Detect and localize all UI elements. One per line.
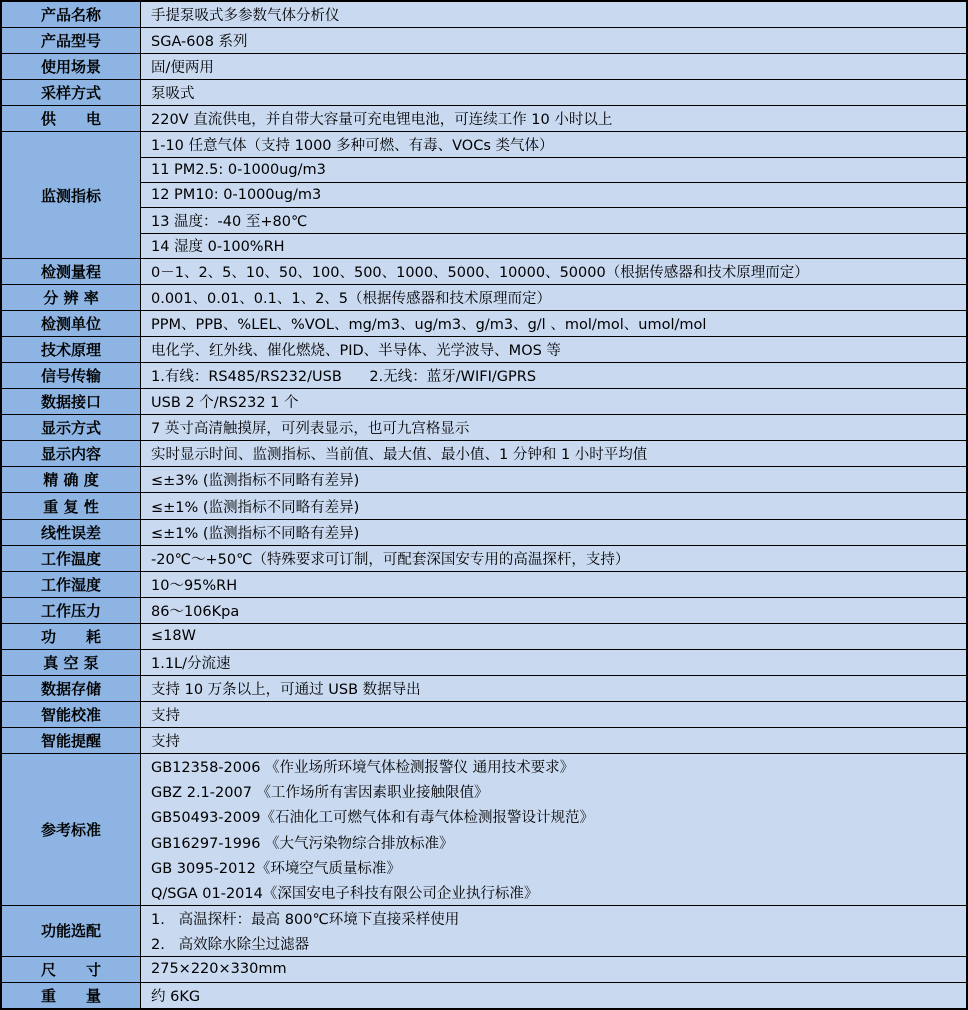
spec-row: [2, 284, 966, 310]
value-line: GB50493-2009《石油化工可燃气体和有毒气体检测报警设计规范》: [151, 810, 594, 827]
row-values: [141, 363, 966, 388]
spec-row: [2, 982, 966, 1008]
spec-row: [2, 649, 966, 675]
row-label: 重 量: [2, 983, 141, 1008]
value-line: GB16297-1996 《大气污染物综合排放标准》: [151, 835, 454, 852]
row-label: 智能校准: [2, 702, 141, 727]
value-line: 13 温度：-40 至+80℃: [141, 208, 966, 233]
row-values: [141, 906, 966, 956]
row-label: 产品名称: [2, 2, 141, 27]
row-label: 监测指标: [2, 132, 141, 257]
row-label: 检测单位: [2, 311, 141, 336]
spec-row: [2, 905, 966, 956]
value-line: 支持: [151, 734, 180, 751]
value-line: 实时显示时间、监测指标、当前值、最大值、最小值、1 分钟和 1 小时平均值: [151, 447, 648, 464]
spec-row: [2, 727, 966, 753]
value-line: 0.001、0.01、0.1、1、2、5（根据传感器和技术原理而定）: [151, 290, 552, 307]
spec-row: [2, 105, 966, 131]
row-values: [141, 546, 966, 571]
value-line: Q/SGA 01-2014《深国安电子科技有限公司企业执行标准》: [151, 885, 539, 902]
row-label: 信号传输: [2, 363, 141, 388]
value-line: 0－1、2、5、10、50、100、500、1000、5000、10000、50000（根据传感器和技术原理而定）: [151, 264, 809, 281]
row-label: 产品型号: [2, 28, 141, 53]
row-label: 供 电: [2, 106, 141, 131]
spec-row: [2, 440, 966, 466]
row-values: [141, 389, 966, 414]
value-line: 14 湿度 0-100%RH: [151, 239, 285, 256]
spec-row: [2, 336, 966, 362]
row-label: 数据接口: [2, 389, 141, 414]
row-label: 精 确 度: [2, 467, 141, 492]
row-values: [141, 28, 966, 53]
row-label: 分 辨 率: [2, 285, 141, 310]
spec-row: [2, 571, 966, 597]
row-label: 真 空 泵: [2, 650, 141, 675]
value-line: 1.1L/分流速: [151, 655, 231, 672]
value-line: 1.有线：RS485/RS232/USB 2.无线：蓝牙/WIFI/GPRS: [151, 369, 537, 386]
row-label: 显示方式: [2, 415, 141, 440]
value-line: ≤±1% (监测指标不同略有差异): [151, 525, 360, 542]
value-line: 7 英寸高清触摸屏，可列表显示，也可九宫格显示: [151, 421, 470, 438]
row-label: 检测量程: [2, 259, 141, 284]
row-values: [141, 337, 966, 362]
spec-row: [2, 956, 966, 982]
row-values: [141, 624, 966, 649]
row-values: [141, 259, 966, 284]
row-values: [141, 572, 966, 597]
row-label: 参考标准: [2, 754, 141, 904]
spec-row: [2, 545, 966, 571]
row-values: [141, 132, 966, 257]
spec-row: [2, 131, 966, 257]
value-line: USB 2 个/RS232 1 个: [151, 395, 299, 412]
row-values: [141, 520, 966, 545]
row-label: 工作湿度: [2, 572, 141, 597]
row-values: [141, 311, 966, 336]
row-label: 线性误差: [2, 520, 141, 545]
value-line: ≤±3% (监测指标不同略有差异): [151, 473, 360, 490]
row-values: [141, 415, 966, 440]
spec-row: [2, 388, 966, 414]
value-line: 10～95%RH: [151, 577, 238, 594]
value-line: -20℃～+50℃（特殊要求可订制，可配套深国安专用的高温探杆，支持）: [151, 551, 630, 568]
row-values: [141, 650, 966, 675]
value-line: 泵吸式: [151, 86, 195, 103]
value-line: 电化学、红外线、催化燃烧、PID、半导体、光学波导、MOS 等: [151, 343, 561, 360]
value-line: 11 PM2.5: 0-1000ug/m3: [141, 158, 966, 183]
row-label: 尺 寸: [2, 957, 141, 982]
value-line: GBZ 2.1-2007 《工作场所有害因素职业接触限值》: [151, 785, 489, 802]
value-line: 支持 10 万条以上，可通过 USB 数据导出: [151, 682, 421, 699]
row-values: [141, 983, 966, 1008]
row-label: 工作温度: [2, 546, 141, 571]
value-line: 固/便两用: [151, 60, 214, 77]
row-values: [141, 467, 966, 492]
value-line: 手提泵吸式多参数气体分析仪: [151, 8, 340, 25]
spec-row: [2, 466, 966, 492]
row-values: [141, 80, 966, 105]
row-label: 数据存储: [2, 676, 141, 701]
row-values: [141, 106, 966, 131]
spec-row: [2, 362, 966, 388]
value-line: 1. 高温探杆：最高 800℃环境下直接采样使用: [151, 911, 460, 928]
row-values: [141, 54, 966, 79]
spec-row: [2, 492, 966, 518]
spec-row: [2, 79, 966, 105]
spec-row: [2, 753, 966, 904]
spec-row: [2, 53, 966, 79]
value-line: 2. 高效除水除尘过滤器: [151, 936, 310, 953]
row-values: [141, 676, 966, 701]
value-line: 275×220×330mm: [151, 961, 287, 978]
row-label: 使用场景: [2, 54, 141, 79]
row-label: 技术原理: [2, 337, 141, 362]
value-line: GB12358-2006 《作业场所环境气体检测报警仪 通用技术要求》: [151, 760, 575, 777]
spec-row: [2, 27, 966, 53]
row-label: 重 复 性: [2, 493, 141, 518]
value-line: 220V 直流供电，并自带大容量可充电锂电池，可连续工作 10 小时以上: [151, 112, 613, 129]
spec-row: [2, 310, 966, 336]
row-values: [141, 285, 966, 310]
row-values: [141, 754, 966, 904]
row-values: [141, 728, 966, 753]
spec-row: [2, 701, 966, 727]
spec-row: [2, 414, 966, 440]
value-line: PPM、PPB、%LEL、%VOL、mg/m3、ug/m3、g/m3、g/l 、mol/mol、umol/mol: [151, 316, 707, 333]
spec-row: [2, 2, 966, 27]
row-values: [141, 702, 966, 727]
value-line: 约 6KG: [151, 989, 201, 1005]
spec-row: [2, 623, 966, 649]
row-label: 功 耗: [2, 624, 141, 649]
value-line: 支持: [151, 708, 180, 725]
spec-row: [2, 675, 966, 701]
spec-row: [2, 258, 966, 284]
value-line: 12 PM10: 0-1000ug/m3: [141, 183, 966, 208]
value-line: GB 3095-2012《环境空气质量标准》: [151, 860, 401, 877]
row-label: 功能选配: [2, 906, 141, 956]
row-label: 显示内容: [2, 441, 141, 466]
value-line: 86～106Kpa: [151, 603, 240, 620]
row-label: 智能提醒: [2, 728, 141, 753]
spec-row: [2, 519, 966, 545]
row-values: [141, 957, 966, 982]
row-label: 采样方式: [2, 80, 141, 105]
row-label: 工作压力: [2, 598, 141, 623]
value-line: 1-10 任意气体（支持 1000 多种可燃、有毒、VOCs 类气体）: [141, 132, 966, 157]
value-line: ≤18W: [151, 628, 196, 645]
row-values: [141, 441, 966, 466]
spec-row: [2, 597, 966, 623]
row-values: [141, 598, 966, 623]
value-line: ≤±1% (监测指标不同略有差异): [151, 499, 360, 516]
row-values: [141, 2, 966, 27]
row-values: [141, 493, 966, 518]
value-line: SGA-608 系列: [151, 34, 248, 51]
